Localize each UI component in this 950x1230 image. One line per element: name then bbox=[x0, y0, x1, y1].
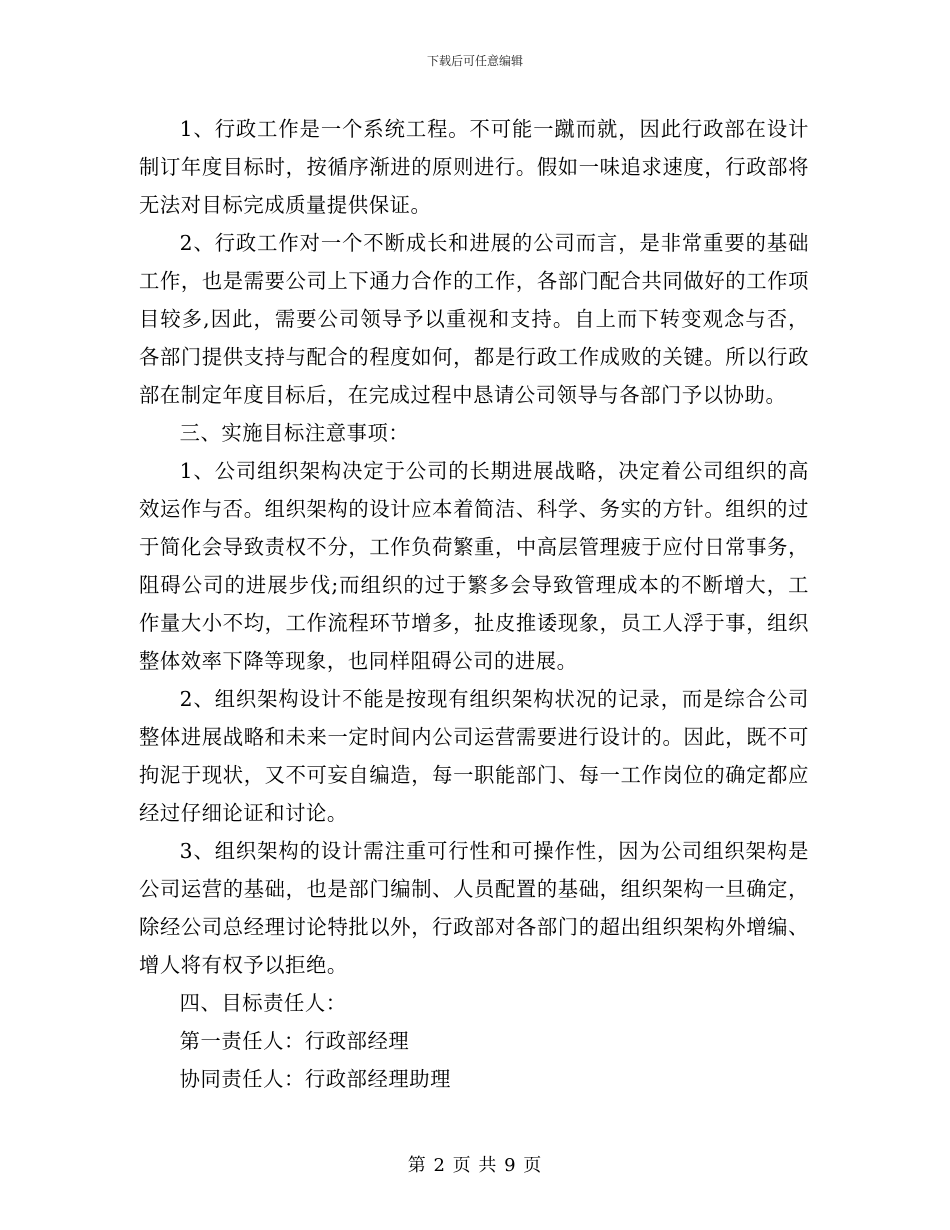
paragraph-item-3-1: 1、公司组织架构决定于公司的长期进展战略，决定着公司组织的高效运作与否。组织架构的设计应本着简洁、科学、务实的方针。组织的过于简化会导致责权不分，工作负荷繁重，中高层管理疲于应付日常事务，阻碍公司的进展步伐;而组织的过于繁多会导致管理成本的不断增大，工作量大小不均，工作流程环节增多，扯皮推诿现象，员工人浮于事，组织整体效率下降等现象，也同样阻碍公司的进展。 bbox=[139, 459, 809, 673]
section-heading-4: 四、目标责任人： bbox=[179, 991, 347, 1015]
paragraph-item-3-3: 3、组织架构的设计需注重可行性和可操作性，因为公司组织架构是公司运营的基础，也是部门编制、人员配置的基础，组织架构一旦确定，除经公司总经理讨论特批以外，行政部对各部门的超出组织架构外增编、增人将有权予以拒绝。 bbox=[139, 839, 809, 977]
page-number: 第 2 页 共 9 页 bbox=[407, 1155, 543, 1176]
paragraph-item-3-2: 2、组织架构设计不能是按现有组织架构状况的记录，而是综合公司整体进展战略和未来一定时间内公司运营需要进行设计的。因此，既不可拘泥于现状，又不可妄自编造，每一职能部门、每一工作岗位的确定都应经过仔细论证和讨论。 bbox=[139, 687, 809, 825]
paragraph-item-1: 1、行政工作是一个系统工程。不可能一蹴而就，因此行政部在设计制订年度目标时，按循序渐进的原则进行。假如一味追求速度，行政部将无法对目标完成质量提供保证。 bbox=[139, 117, 809, 217]
section-heading-3: 三、实施目标注意事项： bbox=[179, 421, 410, 445]
primary-responsible-line: 第一责任人：行政部经理 bbox=[179, 1029, 410, 1053]
document-body bbox=[139, 110, 809, 1098]
secondary-responsible-line: 协同责任人：行政部经理助理 bbox=[179, 1067, 452, 1091]
page-header: 下载后可任意编辑 bbox=[426, 54, 523, 68]
paragraph-item-2: 2、行政工作对一个不断成长和进展的公司而言，是非常重要的基础工作，也是需要公司上下通力合作的工作，各部门配合共同做好的工作项目较多,因此，需要公司领导予以重视和支持。自上而下转变观念与否，各部门提供支持与配合的程度如何，都是行政工作成败的关键。所以行政部在制定年度目标后，在完成过程中恳请公司领导与各部门予以协助。 bbox=[139, 231, 809, 407]
